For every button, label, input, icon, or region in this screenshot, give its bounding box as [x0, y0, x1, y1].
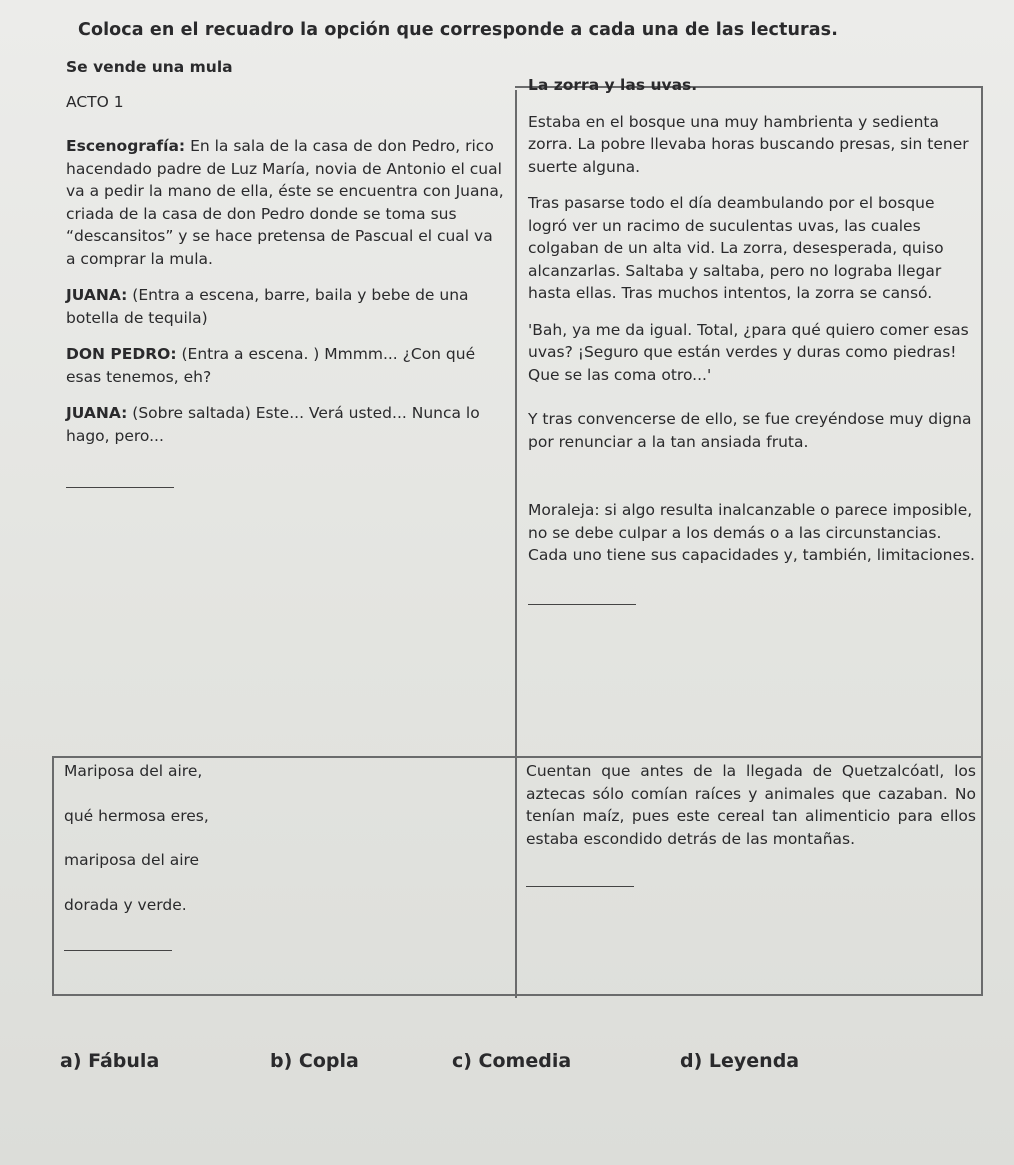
- instruction-text: Coloca en el recuadro la opción que corresponde a cada una de las lecturas.: [78, 20, 838, 40]
- fabula-moraleja: Moraleja: si algo resulta inalcanzable o parece imposible, no se debe culpar a los demás o a las circunstancias. Cada uno tiene sus capacidades y, también, limitaciones.: [528, 501, 975, 564]
- speaker-juana: JUANA:: [66, 404, 128, 422]
- grid-line: [52, 994, 983, 996]
- answer-blank-fabula[interactable]: [528, 603, 636, 605]
- escenografia-label: Escenografía:: [66, 137, 186, 155]
- speaker-don-pedro: DON PEDRO:: [66, 345, 177, 363]
- option-comedia: c) Comedia: [452, 1050, 572, 1072]
- leyenda-text: Cuentan que antes de la llegada de Quetzalcóatl, los aztecas sólo comían raíces y animales que cazaban. No tenían maíz, pues este cereal tan alimenticio para ellos estaba escondido detrás de las montañas.: [526, 762, 976, 848]
- answer-blank-copla[interactable]: [64, 949, 172, 951]
- grid-line: [52, 756, 54, 996]
- grid-line: [52, 756, 983, 758]
- escenografia-text: En la sala de la casa de don Pedro, rico hacendado padre de Luz María, novia de Antonio el cual va a pedir la mano de ella, éste se encuentra con Juana, criada de la casa de don Pedro donde se toma sus “descansitos” y se hace pretensa de Pascual el cual va a comprar la mula.: [66, 137, 504, 268]
- copla-line: mariposa del aire: [64, 851, 200, 869]
- fabula-paragraph: Tras pasarse todo el día deambulando por el bosque logró ver un racimo de suculentas uvas, las cuales colgaban de un alta vid. La zorra, desesperada, quiso alcanzarlas. Saltaba y saltaba, pero no lograba llegar hasta ellas. Tras muchos intentos, la zorra se cansó.: [528, 194, 944, 302]
- reading-fabula: [528, 74, 978, 615]
- comedia-line: [66, 284, 506, 329]
- option-copla: b) Copla: [270, 1050, 359, 1072]
- option-leyenda: d) Leyenda: [680, 1050, 800, 1072]
- copla-line: qué hermosa eres,: [64, 806, 209, 825]
- fabula-paragraph: Y tras convencerse de ello, se fue creyéndose muy digna por renunciar a la tan ansiada fruta.: [528, 410, 972, 451]
- comedia-act: ACTO 1: [66, 92, 124, 111]
- fabula-paragraph: Estaba en el bosque una muy hambrienta y sedienta zorra. La pobre llevaba horas buscando presas, sin tener suerte alguna.: [528, 112, 969, 176]
- answer-options: [60, 1050, 960, 1080]
- reading-leyenda: [526, 760, 976, 897]
- fabula-paragraph: 'Bah, ya me da igual. Total, ¿para qué quiero comer esas uvas? ¡Seguro que están verdes y duras como piedras! Que se las coma otro...': [528, 320, 969, 384]
- line-text: (Entra a escena, barre, baila y bebe de una botella de tequila): [66, 286, 469, 327]
- answer-blank-leyenda[interactable]: [526, 885, 634, 887]
- comedia-title: Se vende una mula: [66, 58, 233, 76]
- option-fabula: a) Fábula: [60, 1050, 160, 1072]
- line-text: (Entra a escena. ) Mmmm... ¿Con qué esas tenemos, eh?: [66, 345, 476, 386]
- copla-line: dorada y verde.: [64, 895, 187, 914]
- answer-blank-comedia[interactable]: [66, 486, 174, 488]
- reading-grid: [52, 58, 982, 996]
- comedia-line: [66, 343, 506, 388]
- speaker-juana: JUANA:: [66, 286, 128, 304]
- grid-line: [515, 90, 517, 998]
- reading-comedia: [66, 56, 506, 498]
- copla-line: Mariposa del aire,: [64, 762, 203, 780]
- comedia-escenografia: [66, 135, 506, 270]
- grid-line: [981, 86, 983, 996]
- fabula-title: La zorra y las uvas.: [528, 76, 698, 94]
- line-text: (Sobre saltada) Este... Verá usted... Nunca lo hago, pero...: [66, 404, 480, 445]
- comedia-line: [66, 402, 506, 447]
- reading-copla: [64, 760, 504, 961]
